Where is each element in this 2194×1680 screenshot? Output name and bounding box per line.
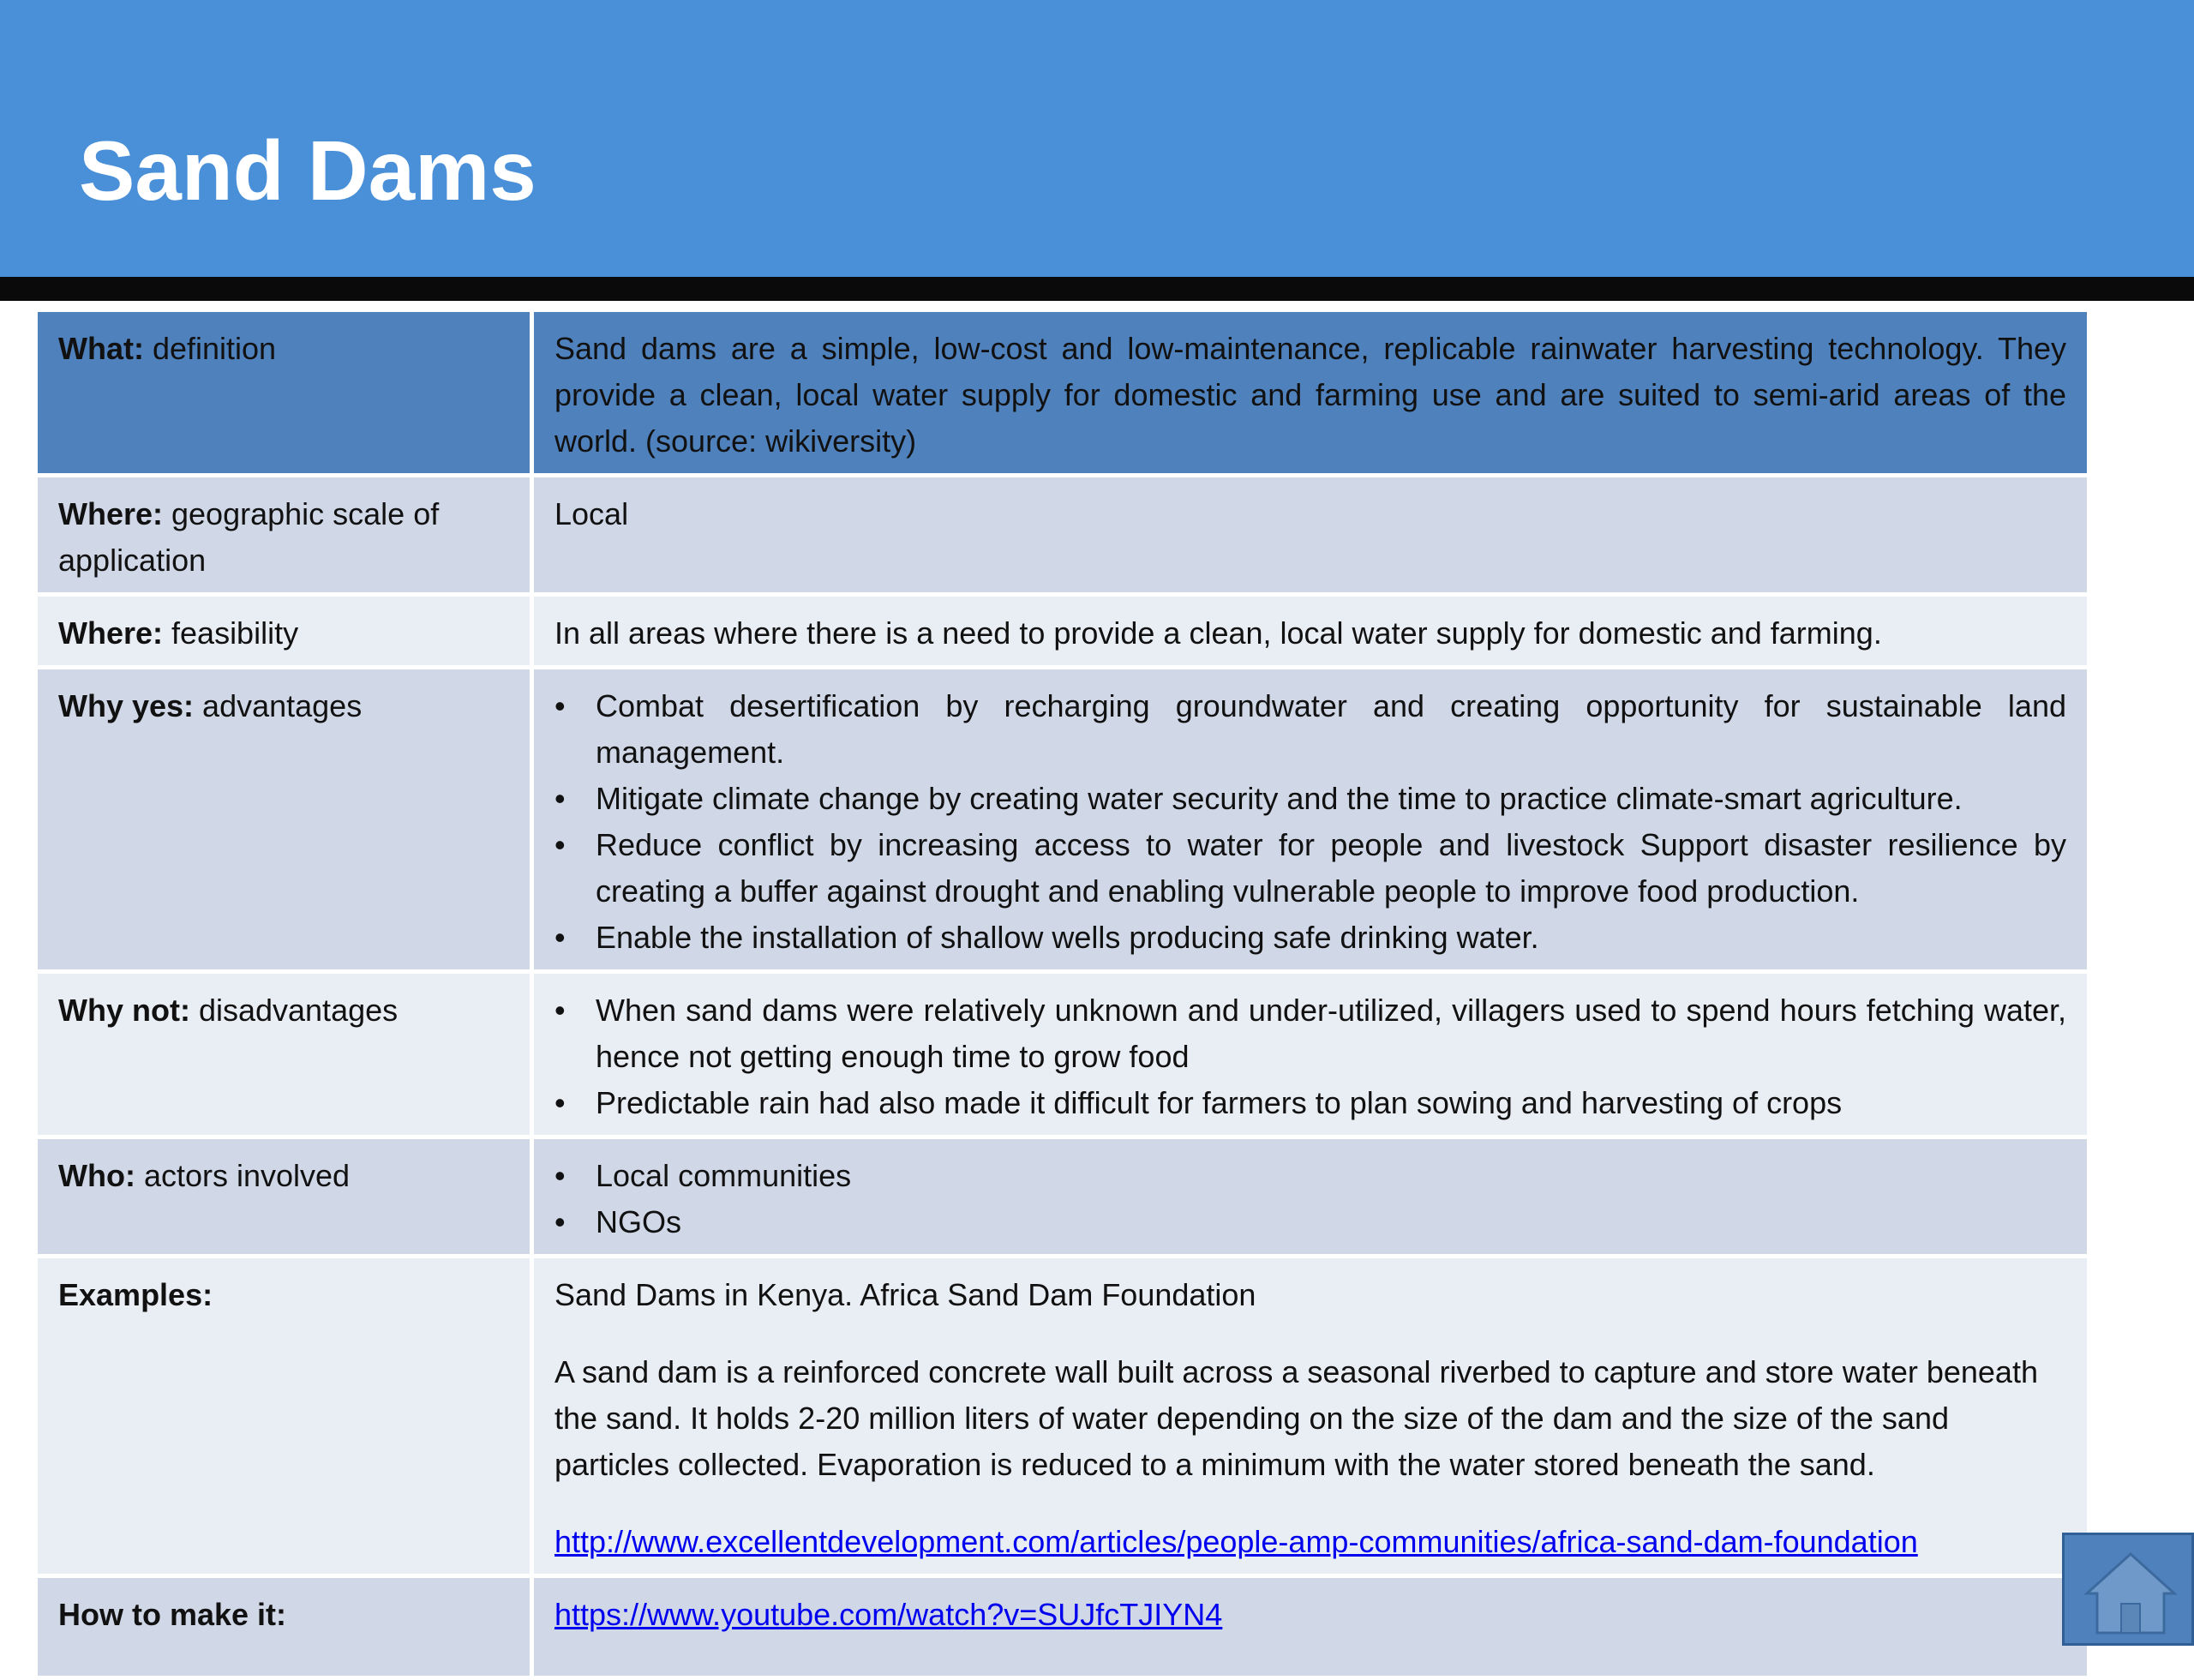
examples-heading: Sand Dams in Kenya. Africa Sand Dam Foundation [554, 1277, 1256, 1312]
table-row-examples [38, 1258, 2087, 1578]
label-desc: feasibility [163, 615, 299, 651]
advantages-cell [534, 669, 2087, 974]
row-label [38, 669, 534, 974]
label-key: What: [58, 331, 144, 366]
label-key: How to make it: [58, 1597, 287, 1632]
list-item: • Enable the installation of shallow wells producing safe drinking water. [554, 915, 2066, 961]
foundation-link[interactable]: http://www.excellentdevelopment.com/articles/people-amp-communities/africa-sand-dam-foundation [554, 1524, 1918, 1559]
table-row-howto [38, 1578, 2087, 1680]
list-item: • Combat desertification by recharging groundwater and creating opportunity for sustainable land management. [554, 683, 2066, 776]
label-desc: disadvantages [189, 993, 399, 1028]
examples-cell [534, 1258, 2087, 1578]
youtube-link[interactable]: https://www.youtube.com/watch?v=SUJfcTJIYN4 [554, 1597, 1223, 1632]
howto-cell [534, 1578, 2087, 1680]
row-label [38, 597, 534, 669]
label-desc: definition [143, 331, 277, 366]
table-row-scale [38, 477, 2087, 597]
label-key: Where: [58, 496, 164, 531]
row-label [38, 1258, 534, 1578]
label-key: Who: [58, 1158, 135, 1193]
list-item: • NGOs [554, 1199, 2066, 1245]
actors-list [554, 1153, 2066, 1245]
feasibility-text: In all areas where there is a need to provide a clean, local water supply for domestic and farming. [534, 597, 2087, 669]
disadvantages-list [554, 987, 2066, 1126]
home-icon [2083, 1551, 2178, 1636]
actors-cell [534, 1139, 2087, 1258]
table-row-advantages [38, 669, 2087, 974]
slide-title: Sand Dams [79, 123, 537, 218]
label-desc: actors involved [135, 1158, 351, 1193]
label-key: Why yes: [58, 688, 195, 723]
home-button[interactable] [2062, 1533, 2194, 1646]
slide-header [0, 0, 2194, 277]
table-row-feasibility [38, 597, 2087, 669]
examples-paragraph: A sand dam is a reinforced concrete wall built across a seasonal riverbed to capture and store water beneath the sand. It holds 2-20 million liters of water depending on the size of the dam and the size of the sand particles collected. Evaporation is reduced to a minimum with the water stored beneath the sand. [554, 1354, 2038, 1482]
row-label [38, 1578, 534, 1680]
list-item: • Mitigate climate change by creating water security and the time to practice climate-smart agriculture. [554, 776, 2066, 822]
advantages-list [554, 683, 2066, 961]
table-row-disadvantages [38, 974, 2087, 1139]
row-label [38, 312, 534, 477]
list-item: • Local communities [554, 1153, 2066, 1199]
list-item: • Reduce conflict by increasing access to water for people and livestock Support disaster resilience by creating a buffer against drought and enabling vulnerable people to improve food production. [554, 822, 2066, 915]
row-label [38, 1139, 534, 1258]
label-key: Examples: [58, 1277, 213, 1312]
definition-text: Sand dams are a simple, low-cost and low-maintenance, replicable rainwater harvesting technology. They provide a clean, local water supply for domestic and farming use and are suited to semi-arid areas of the world. (source: wikiversity) [534, 312, 2087, 477]
info-table [38, 312, 2087, 1680]
disadvantages-cell [534, 974, 2087, 1139]
label-desc: geographic scale of application [58, 496, 440, 578]
scale-text: Local [534, 477, 2087, 597]
label-key: Why not: [58, 993, 190, 1028]
header-divider [0, 277, 2194, 301]
label-key: Where: [58, 615, 164, 651]
label-desc: advantages [194, 688, 363, 723]
row-label [38, 974, 534, 1139]
list-item: • Predictable rain had also made it difficult for farmers to plan sowing and harvesting of crops [554, 1080, 2066, 1126]
table-row-actors [38, 1139, 2087, 1258]
row-label [38, 477, 534, 597]
list-item: • When sand dams were relatively unknown and under-utilized, villagers used to spend hours fetching water, hence not getting enough time to grow food [554, 987, 2066, 1080]
table-row-what [38, 312, 2087, 477]
